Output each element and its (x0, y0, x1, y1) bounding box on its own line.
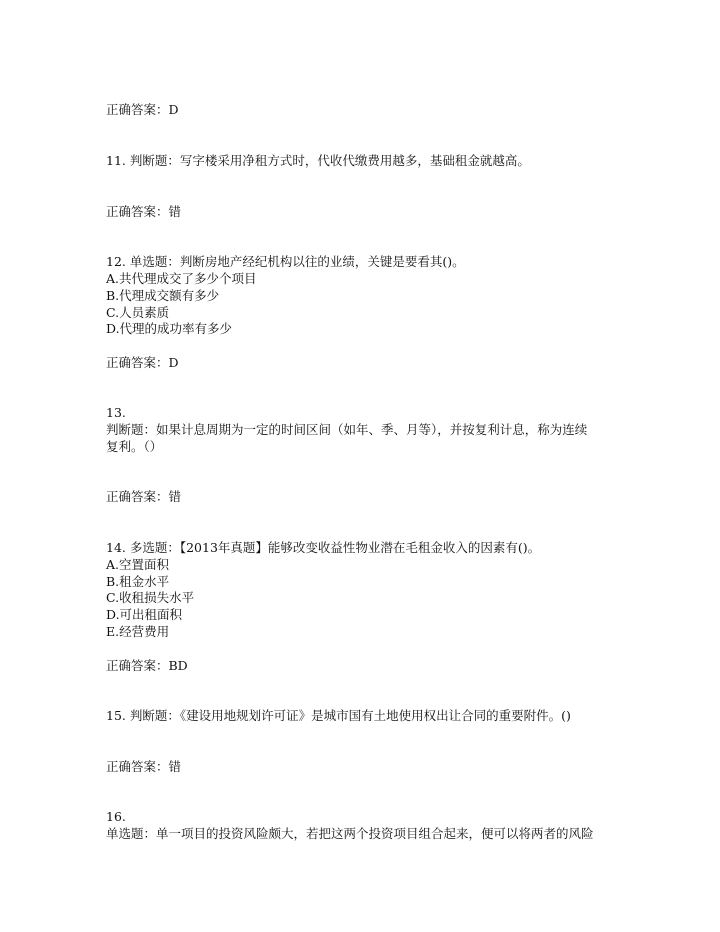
answer-q10: 正确答案：D (106, 102, 179, 117)
option-12-b: B.代理成交额有多少 (106, 288, 220, 303)
option-14-b: B.租金水平 (106, 574, 170, 589)
question-13-number: 13. (106, 405, 126, 420)
question-13-cont: 复利。（） (106, 439, 163, 454)
question-13: 判断题：如果计息周期为一定的时间区间（如年、季、月等），并按复利计息，称为连续 (106, 422, 588, 437)
answer-q13: 正确答案：错 (106, 489, 182, 504)
option-14-e: E.经营费用 (106, 624, 170, 639)
answer-q14: 正确答案：BD (106, 658, 188, 673)
question-15: 15. 判断题：《建设用地规划许可证》是城市国有土地使用权出让合同的重要附件。() (106, 708, 571, 723)
question-16: 单选题：单一项目的投资风险颇大，若把这两个投资项目组合起来，便可以将两者的风险 (106, 826, 594, 841)
answer-q12: 正确答案：D (106, 355, 179, 370)
option-14-a: A.空置面积 (106, 557, 170, 572)
option-12-c: C.人员素质 (106, 305, 170, 320)
option-12-a: A.共代理成交了多少个项目 (106, 271, 257, 286)
option-14-c: C.收租损失水平 (106, 590, 195, 605)
answer-q11: 正确答案：错 (106, 204, 182, 219)
question-12: 12. 单选题：判断房地产经纪机构以往的业绩，关键是要看其()。 (106, 254, 465, 269)
question-14: 14. 多选题：【2013年真题】能够改变收益性物业潜在毛租金收入的因素有()。 (106, 540, 541, 555)
option-14-d: D.可出租面积 (106, 607, 183, 622)
answer-q15: 正确答案：错 (106, 759, 182, 774)
question-16-number: 16. (106, 809, 126, 824)
question-11: 11. 判断题：写字楼采用净租方式时，代收代缴费用越多，基础租金就越高。 (106, 153, 530, 168)
option-12-d: D.代理的成功率有多少 (106, 321, 233, 336)
